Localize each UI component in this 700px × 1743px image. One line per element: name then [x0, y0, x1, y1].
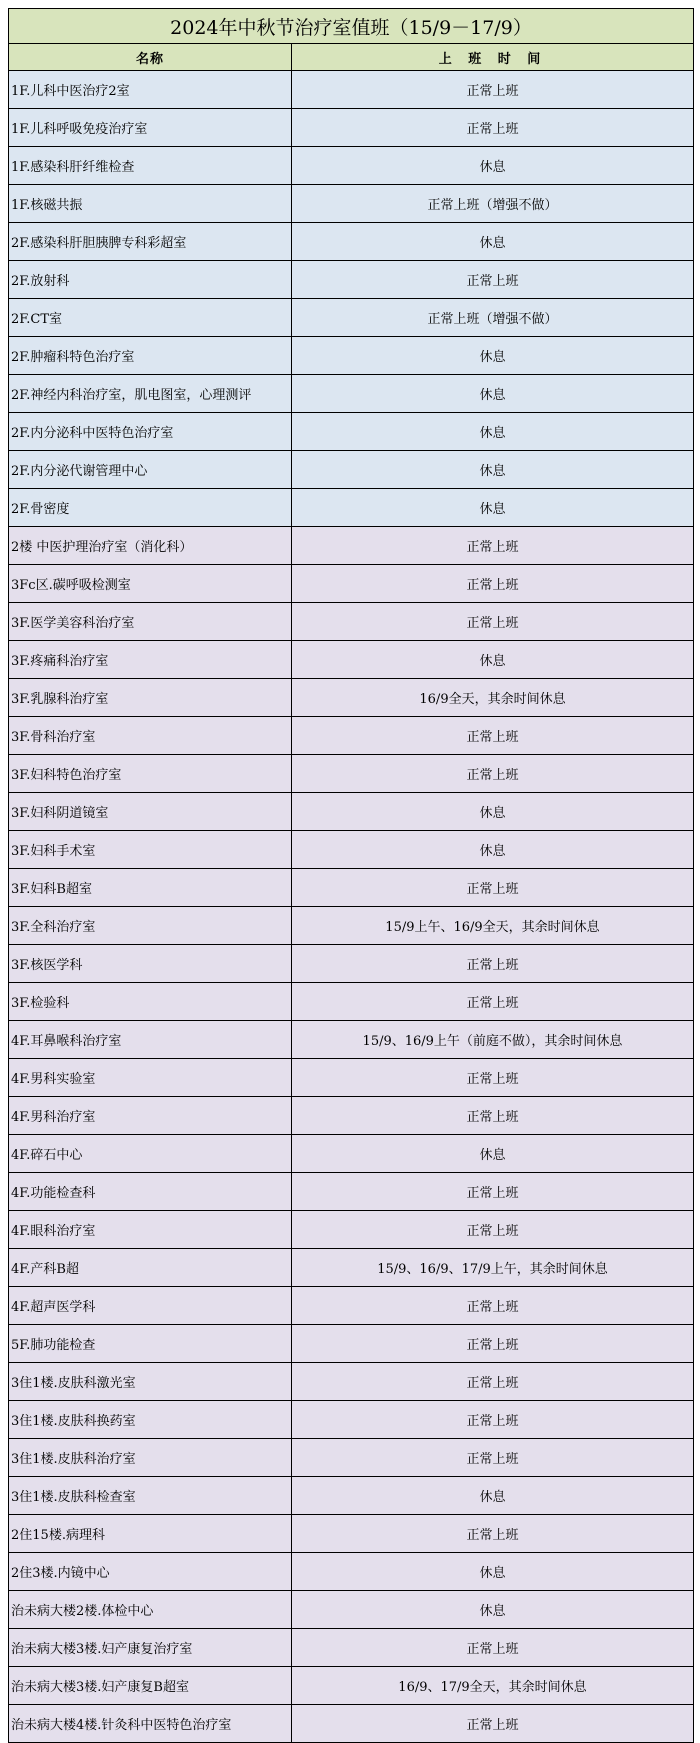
room-name-cell: 3F.疼痛科治疗室 — [9, 641, 292, 679]
table-row — [9, 1287, 694, 1325]
table-row — [9, 223, 694, 261]
work-time-cell: 正常上班 — [292, 983, 694, 1021]
room-name-cell: 3Fc区.碳呼吸检测室 — [9, 565, 292, 603]
table-row — [9, 1325, 694, 1363]
work-time-cell: 正常上班 — [292, 1173, 694, 1211]
table-row — [9, 1363, 694, 1401]
table-row — [9, 1439, 694, 1477]
work-time-cell: 15/9、16/9、17/9上午，其余时间休息 — [292, 1249, 694, 1287]
schedule-sheet — [8, 8, 693, 1743]
table-row — [9, 1135, 694, 1173]
header-time: 上 班 时 间 — [292, 44, 694, 71]
table-row — [9, 1629, 694, 1667]
room-name-cell: 治未病大楼3楼.妇产康复治疗室 — [9, 1629, 292, 1667]
room-name-cell: 3F.检验科 — [9, 983, 292, 1021]
work-time-cell: 正常上班 — [292, 869, 694, 907]
table-row — [9, 1705, 694, 1743]
room-name-cell: 3F.妇科手术室 — [9, 831, 292, 869]
work-time-cell: 正常上班 — [292, 945, 694, 983]
work-time-cell: 正常上班 — [292, 1629, 694, 1667]
work-time-cell: 正常上班 — [292, 1287, 694, 1325]
work-time-cell: 正常上班 — [292, 565, 694, 603]
room-name-cell: 2F.神经内科治疗室，肌电图室，心理测评 — [9, 375, 292, 413]
room-name-cell: 3F.妇科B超室 — [9, 869, 292, 907]
room-name-cell: 4F.碎石中心 — [9, 1135, 292, 1173]
room-name-cell: 3住1楼.皮肤科激光室 — [9, 1363, 292, 1401]
table-row — [9, 337, 694, 375]
table-row — [9, 71, 694, 109]
schedule-rows — [9, 71, 694, 1743]
room-name-cell: 5F.肺功能检查 — [9, 1325, 292, 1363]
work-time-cell: 正常上班 — [292, 1705, 694, 1743]
room-name-cell: 1F.核磁共振 — [9, 185, 292, 223]
room-name-cell: 治未病大楼2楼.体检中心 — [9, 1591, 292, 1629]
table-row — [9, 1591, 694, 1629]
room-name-cell: 3F.核医学科 — [9, 945, 292, 983]
room-name-cell: 1F.儿科中医治疗2室 — [9, 71, 292, 109]
room-name-cell: 3住1楼.皮肤科检查室 — [9, 1477, 292, 1515]
room-name-cell: 1F.儿科呼吸免疫治疗室 — [9, 109, 292, 147]
table-row — [9, 1211, 694, 1249]
table-row — [9, 755, 694, 793]
schedule-table — [8, 8, 694, 1743]
room-name-cell: 3住1楼.皮肤科换药室 — [9, 1401, 292, 1439]
room-name-cell: 2住3楼.内镜中心 — [9, 1553, 292, 1591]
work-time-cell: 正常上班 — [292, 1515, 694, 1553]
table-row — [9, 147, 694, 185]
work-time-cell: 正常上班 — [292, 1059, 694, 1097]
room-name-cell: 治未病大楼4楼.针灸科中医特色治疗室 — [9, 1705, 292, 1743]
table-row — [9, 793, 694, 831]
work-time-cell: 15/9、16/9上午（前庭不做），其余时间休息 — [292, 1021, 694, 1059]
room-name-cell: 4F.超声医学科 — [9, 1287, 292, 1325]
room-name-cell: 1F.感染科肝纤维检查 — [9, 147, 292, 185]
room-name-cell: 4F.男科实验室 — [9, 1059, 292, 1097]
room-name-cell: 2F.内分泌代谢管理中心 — [9, 451, 292, 489]
table-row — [9, 641, 694, 679]
room-name-cell: 3F.妇科特色治疗室 — [9, 755, 292, 793]
work-time-cell: 休息 — [292, 413, 694, 451]
table-row — [9, 185, 694, 223]
table-row — [9, 1249, 694, 1287]
work-time-cell: 休息 — [292, 147, 694, 185]
table-row — [9, 1515, 694, 1553]
work-time-cell: 正常上班 — [292, 1439, 694, 1477]
room-name-cell: 3F.全科治疗室 — [9, 907, 292, 945]
room-name-cell: 2F.骨密度 — [9, 489, 292, 527]
table-row — [9, 983, 694, 1021]
table-row — [9, 489, 694, 527]
table-row — [9, 1401, 694, 1439]
table-row — [9, 603, 694, 641]
work-time-cell: 正常上班 — [292, 109, 694, 147]
work-time-cell: 休息 — [292, 1553, 694, 1591]
work-time-cell: 休息 — [292, 641, 694, 679]
work-time-cell: 休息 — [292, 337, 694, 375]
room-name-cell: 2F.感染科肝胆胰脾专科彩超室 — [9, 223, 292, 261]
work-time-cell: 正常上班 — [292, 71, 694, 109]
work-time-cell: 休息 — [292, 223, 694, 261]
table-row — [9, 869, 694, 907]
table-row — [9, 413, 694, 451]
room-name-cell: 3F.骨科治疗室 — [9, 717, 292, 755]
room-name-cell: 2F.CT室 — [9, 299, 292, 337]
table-row — [9, 1097, 694, 1135]
work-time-cell: 正常上班 — [292, 1363, 694, 1401]
work-time-cell: 休息 — [292, 1591, 694, 1629]
room-name-cell: 4F.产科B超 — [9, 1249, 292, 1287]
table-row — [9, 1173, 694, 1211]
work-time-cell: 正常上班（增强不做） — [292, 185, 694, 223]
work-time-cell: 正常上班 — [292, 603, 694, 641]
table-row — [9, 565, 694, 603]
work-time-cell: 休息 — [292, 1477, 694, 1515]
room-name-cell: 2住15楼.病理科 — [9, 1515, 292, 1553]
table-row — [9, 299, 694, 337]
room-name-cell: 3住1楼.皮肤科治疗室 — [9, 1439, 292, 1477]
table-row — [9, 831, 694, 869]
table-row — [9, 375, 694, 413]
work-time-cell: 正常上班 — [292, 755, 694, 793]
room-name-cell: 3F.乳腺科治疗室 — [9, 679, 292, 717]
room-name-cell: 2楼 中医护理治疗室（消化科） — [9, 527, 292, 565]
room-name-cell: 4F.眼科治疗室 — [9, 1211, 292, 1249]
table-title: 2024年中秋节治疗室值班（15/9－17/9） — [9, 9, 694, 44]
table-row — [9, 261, 694, 299]
room-name-cell: 2F.放射科 — [9, 261, 292, 299]
table-row — [9, 527, 694, 565]
work-time-cell: 16/9、17/9全天，其余时间休息 — [292, 1667, 694, 1705]
table-row — [9, 1553, 694, 1591]
work-time-cell: 休息 — [292, 1135, 694, 1173]
room-name-cell: 3F.医学美容科治疗室 — [9, 603, 292, 641]
table-row — [9, 1477, 694, 1515]
work-time-cell: 正常上班 — [292, 1401, 694, 1439]
work-time-cell: 正常上班 — [292, 1325, 694, 1363]
table-row — [9, 1059, 694, 1097]
table-row — [9, 109, 694, 147]
work-time-cell: 正常上班（增强不做） — [292, 299, 694, 337]
room-name-cell: 4F.耳鼻喉科治疗室 — [9, 1021, 292, 1059]
work-time-cell: 正常上班 — [292, 1211, 694, 1249]
work-time-cell: 15/9上午、16/9全天，其余时间休息 — [292, 907, 694, 945]
table-row — [9, 907, 694, 945]
work-time-cell: 正常上班 — [292, 717, 694, 755]
table-row — [9, 679, 694, 717]
work-time-cell: 正常上班 — [292, 261, 694, 299]
work-time-cell: 休息 — [292, 489, 694, 527]
work-time-cell: 休息 — [292, 793, 694, 831]
room-name-cell: 3F.妇科阴道镜室 — [9, 793, 292, 831]
room-name-cell: 2F.内分泌科中医特色治疗室 — [9, 413, 292, 451]
header-name: 名称 — [9, 44, 292, 71]
work-time-cell: 正常上班 — [292, 1097, 694, 1135]
work-time-cell: 休息 — [292, 831, 694, 869]
room-name-cell: 4F.功能检查科 — [9, 1173, 292, 1211]
work-time-cell: 正常上班 — [292, 527, 694, 565]
table-row — [9, 1667, 694, 1705]
work-time-cell: 休息 — [292, 375, 694, 413]
table-row — [9, 1021, 694, 1059]
table-row — [9, 717, 694, 755]
room-name-cell: 2F.肿瘤科特色治疗室 — [9, 337, 292, 375]
work-time-cell: 16/9全天，其余时间休息 — [292, 679, 694, 717]
table-row — [9, 945, 694, 983]
room-name-cell: 治未病大楼3楼.妇产康复B超室 — [9, 1667, 292, 1705]
work-time-cell: 休息 — [292, 451, 694, 489]
header-row — [9, 44, 694, 71]
room-name-cell: 4F.男科治疗室 — [9, 1097, 292, 1135]
title-row — [9, 9, 694, 44]
table-row — [9, 451, 694, 489]
